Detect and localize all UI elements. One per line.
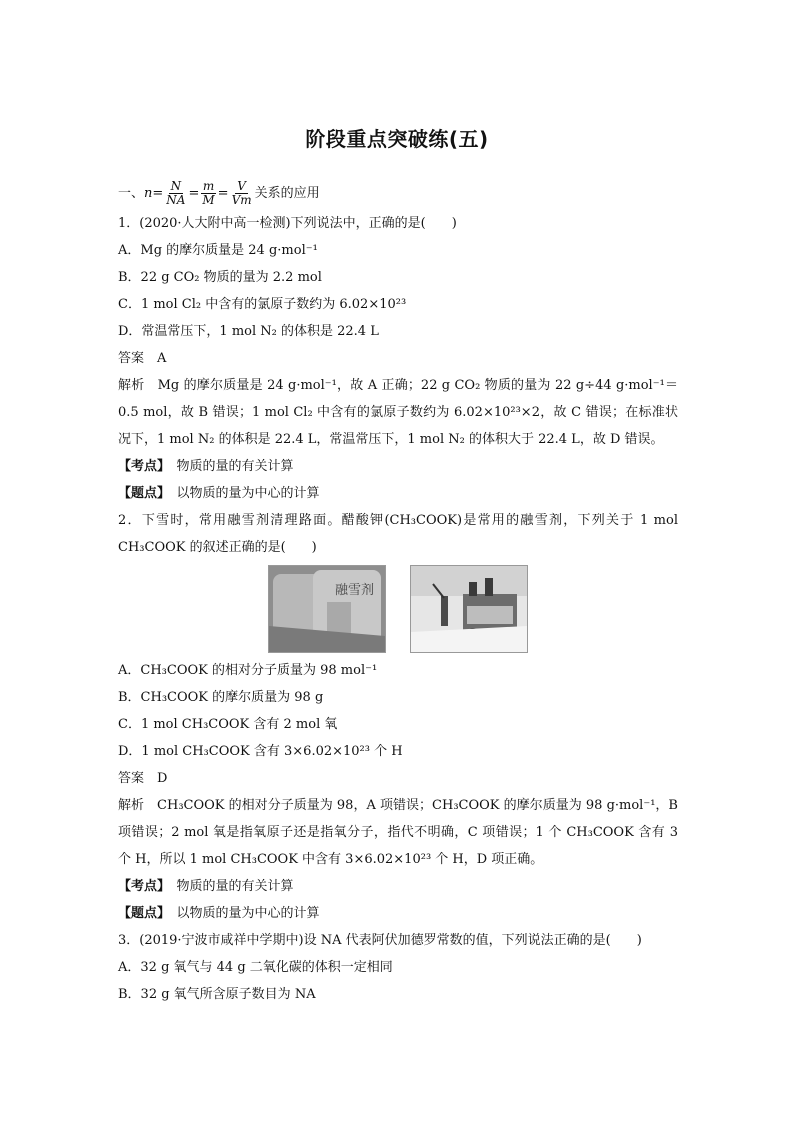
kaodian-text: 物质的量的有关计算 bbox=[176, 879, 294, 894]
bag-label: 融雪剂 bbox=[335, 583, 375, 598]
q2-option-c: C．1 mol CH₃COOK 含有 2 mol 氧 bbox=[118, 717, 338, 732]
q1-answer: 答案 A bbox=[118, 351, 167, 366]
truck-spreading-photo bbox=[410, 565, 528, 653]
q1-tidian bbox=[118, 480, 678, 507]
fraction-numerator: N bbox=[170, 178, 182, 193]
equals-sign: = bbox=[217, 185, 229, 201]
fraction-numerator: m bbox=[202, 178, 215, 193]
q2-kaodian bbox=[118, 873, 678, 900]
fraction-N-NA bbox=[164, 180, 187, 207]
q2-option-a: A．CH₃COOK 的相对分子质量为 98 mol⁻¹ bbox=[118, 663, 378, 678]
fraction-denominator: NA bbox=[166, 192, 186, 207]
section-heading bbox=[118, 176, 678, 210]
fraction-numerator: V bbox=[237, 178, 246, 193]
q1-option-d: D．常温常压下，1 mol N₂ 的体积是 22.4 L bbox=[118, 324, 379, 339]
q2-answer: 答案 D bbox=[118, 771, 168, 786]
kaodian-text: 物质的量的有关计算 bbox=[176, 459, 294, 474]
kaodian-label: 【考点】 bbox=[118, 459, 164, 474]
equals-sign: = bbox=[152, 185, 164, 201]
var-n: n bbox=[144, 185, 153, 201]
kaodian-label: 【考点】 bbox=[118, 879, 164, 894]
q1-option-a: A．Mg 的摩尔质量是 24 g·mol⁻¹ bbox=[118, 243, 318, 258]
q2-option-d: D．1 mol CH₃COOK 含有 3×6.02×10²³ 个 H bbox=[118, 744, 403, 759]
tidian-label: 【题点】 bbox=[118, 906, 164, 921]
snow-melting-agent-bags-photo bbox=[268, 565, 386, 653]
section-suffix: 关系的应用 bbox=[254, 185, 320, 201]
q2-analysis: 解析 CH₃COOK 的相对分子质量为 98，A 项错误；CH₃COOK 的摩尔质量为 98 g·mol⁻¹，B 项错误；2 mol 氧是指氧原子还是指氧分子，指代不明确，C 项错误；1 个 CH₃COOK 含有 3 个 H，所以 1 mol CH₃COOK 中含有 3×6.02×10²³ 个 H，D 项正确。 bbox=[118, 798, 678, 867]
q1-option-b: B．22 g CO₂ 物质的量为 2.2 mol bbox=[118, 270, 322, 285]
q2-image-row bbox=[118, 563, 678, 655]
fraction-V-Vm bbox=[230, 180, 254, 207]
q1-option-c: C．1 mol Cl₂ 中含有的氯原子数约为 6.02×10²³ bbox=[118, 297, 407, 312]
q1-analysis: 解析 Mg 的摩尔质量是 24 g·mol⁻¹，故 A 正确；22 g CO₂ 物质的量为 22 g÷44 g·mol⁻¹＝0.5 mol，故 B 错误；1 mol Cl₂ 中含有的氯原子数约为 6.02×10²³×2，故 C 错误；在标准状况下，1 mol N₂ 的体积是 22.4 L，常温常压下，1 mol N₂ 的体积大于 22.4 L，故 D 错误。 bbox=[118, 378, 678, 447]
q2-option-b: B．CH₃COOK 的摩尔质量为 98 g bbox=[118, 690, 324, 705]
q1-stem: 1．(2020·人大附中高一检测)下列说法中，正确的是( ) bbox=[118, 216, 457, 231]
page-title: 阶段重点突破练(五) bbox=[305, 127, 489, 151]
q2-tidian bbox=[118, 900, 678, 927]
q1-kaodian bbox=[118, 453, 678, 480]
q3-option-a: A．32 g 氧气与 44 g 二氧化碳的体积一定相同 bbox=[118, 960, 393, 975]
q3-option-b: B．32 g 氧气所含原子数目为 NA bbox=[118, 987, 316, 1002]
tidian-label: 【题点】 bbox=[118, 486, 164, 501]
section-prefix: 一、 bbox=[118, 185, 145, 201]
fraction-m-M bbox=[200, 180, 216, 207]
content-body bbox=[118, 176, 678, 1008]
q3-stem: 3．(2019·宁波市咸祥中学期中)设 NA 代表阿伏加德罗常数的值，下列说法正确的是( ) bbox=[118, 933, 642, 948]
equals-sign: = bbox=[188, 185, 200, 201]
tidian-text: 以物质的量为中心的计算 bbox=[176, 486, 320, 501]
fraction-denominator: Vm bbox=[231, 192, 252, 207]
fraction-denominator: M bbox=[202, 192, 215, 207]
q2-stem: 2．下雪时，常用融雪剂清理路面。醋酸钾(CH₃COOK)是常用的融雪剂，下列关于 1 mol CH₃COOK 的叙述正确的是( ) bbox=[118, 513, 678, 555]
tidian-text: 以物质的量为中心的计算 bbox=[176, 906, 320, 921]
